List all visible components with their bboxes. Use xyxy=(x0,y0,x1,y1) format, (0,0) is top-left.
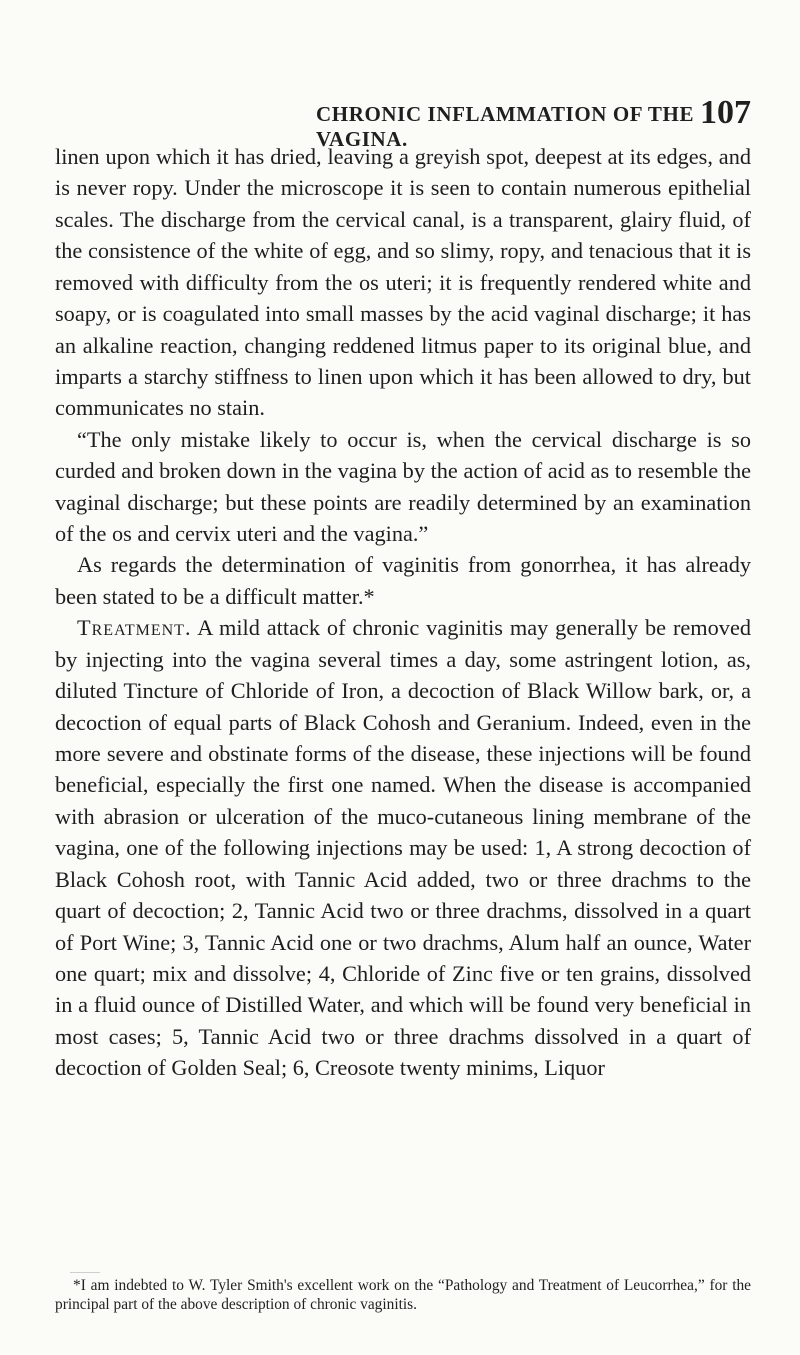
treatment-heading: Treatment. xyxy=(77,615,192,641)
running-title: CHRONIC INFLAMMATION OF THE VAGINA. xyxy=(316,102,695,151)
paragraph-treatment xyxy=(55,612,751,1083)
page-number: 107 xyxy=(700,94,751,131)
footnote-divider xyxy=(70,1272,100,1273)
body-text xyxy=(55,141,751,1084)
footnote: *I am indebted to W. Tyler Smith's excellent work on the “Pathology and Treatment of Leucorrhea,” for the principal part of the above description of chronic vaginitis. xyxy=(55,1277,751,1313)
paragraph-gonorrhea: As regards the determination of vaginitis from gonorrhea, it has already been stated to be a difficult matter.* xyxy=(55,552,751,609)
paragraph-quotation: “The only mistake likely to occur is, when the cervical discharge is so curded and broken down in the vagina by the action of acid as to resemble the vaginal discharge; but these points are readily determined by an examination of the os and cervix uteri and the vagina.” xyxy=(55,426,751,547)
treatment-text: A mild attack of chronic vaginitis may generally be removed by injecting into the vagina several times a day, some astringent lotion, as, diluted Tincture of Chloride of Iron, a decoction of Black Willow bark, or, a decoction of equal parts of Black Cohosh and Geranium. Indeed, even in the more severe and obstinate forms of the disease, these injections will be found beneficial, especially the first one named. When the disease is accompanied with abrasion or ulceration of the muco-cutaneous lining membrane of the vagina, one of the following injections may be used: 1, A strong decoction of Black Cohosh root, with Tannic Acid added, two or three drachms to the quart of decoction; 2, Tannic Acid two or three drachms, dissolved in a quart of Port Wine; 3, Tannic Acid one or two drachms, Alum half an ounce, Water one quart; mix and dissolve; 4, Chloride of Zinc five or ten grains, dissolved in a fluid ounce of Distilled Water, and which will be found very beneficial in most cases; 5, Tannic Acid two or three drachms dissolved in a quart of decoction of Golden Seal; 6, Creosote twenty minims, Liquor xyxy=(55,615,751,1081)
page-header xyxy=(316,94,751,151)
paragraph-cervical-discharge: linen upon which it has dried, leaving a greyish spot, deepest at its edges, and is never ropy. Under the microscope it is seen to contain numerous epithelial scales. The discharge from the cervical canal, is a transparent, glairy fluid, of the consistence of the white of egg, and so slimy, ropy, and tenacious that it is removed with difficulty from the os uteri; it is frequently rendered white and soapy, or is coagulated into small masses by the acid vaginal discharge; it has an alkaline reaction, changing reddened litmus paper to its original blue, and imparts a starchy stiffness to linen upon which it has been allowed to dry, but communicates no stain. xyxy=(55,144,751,421)
